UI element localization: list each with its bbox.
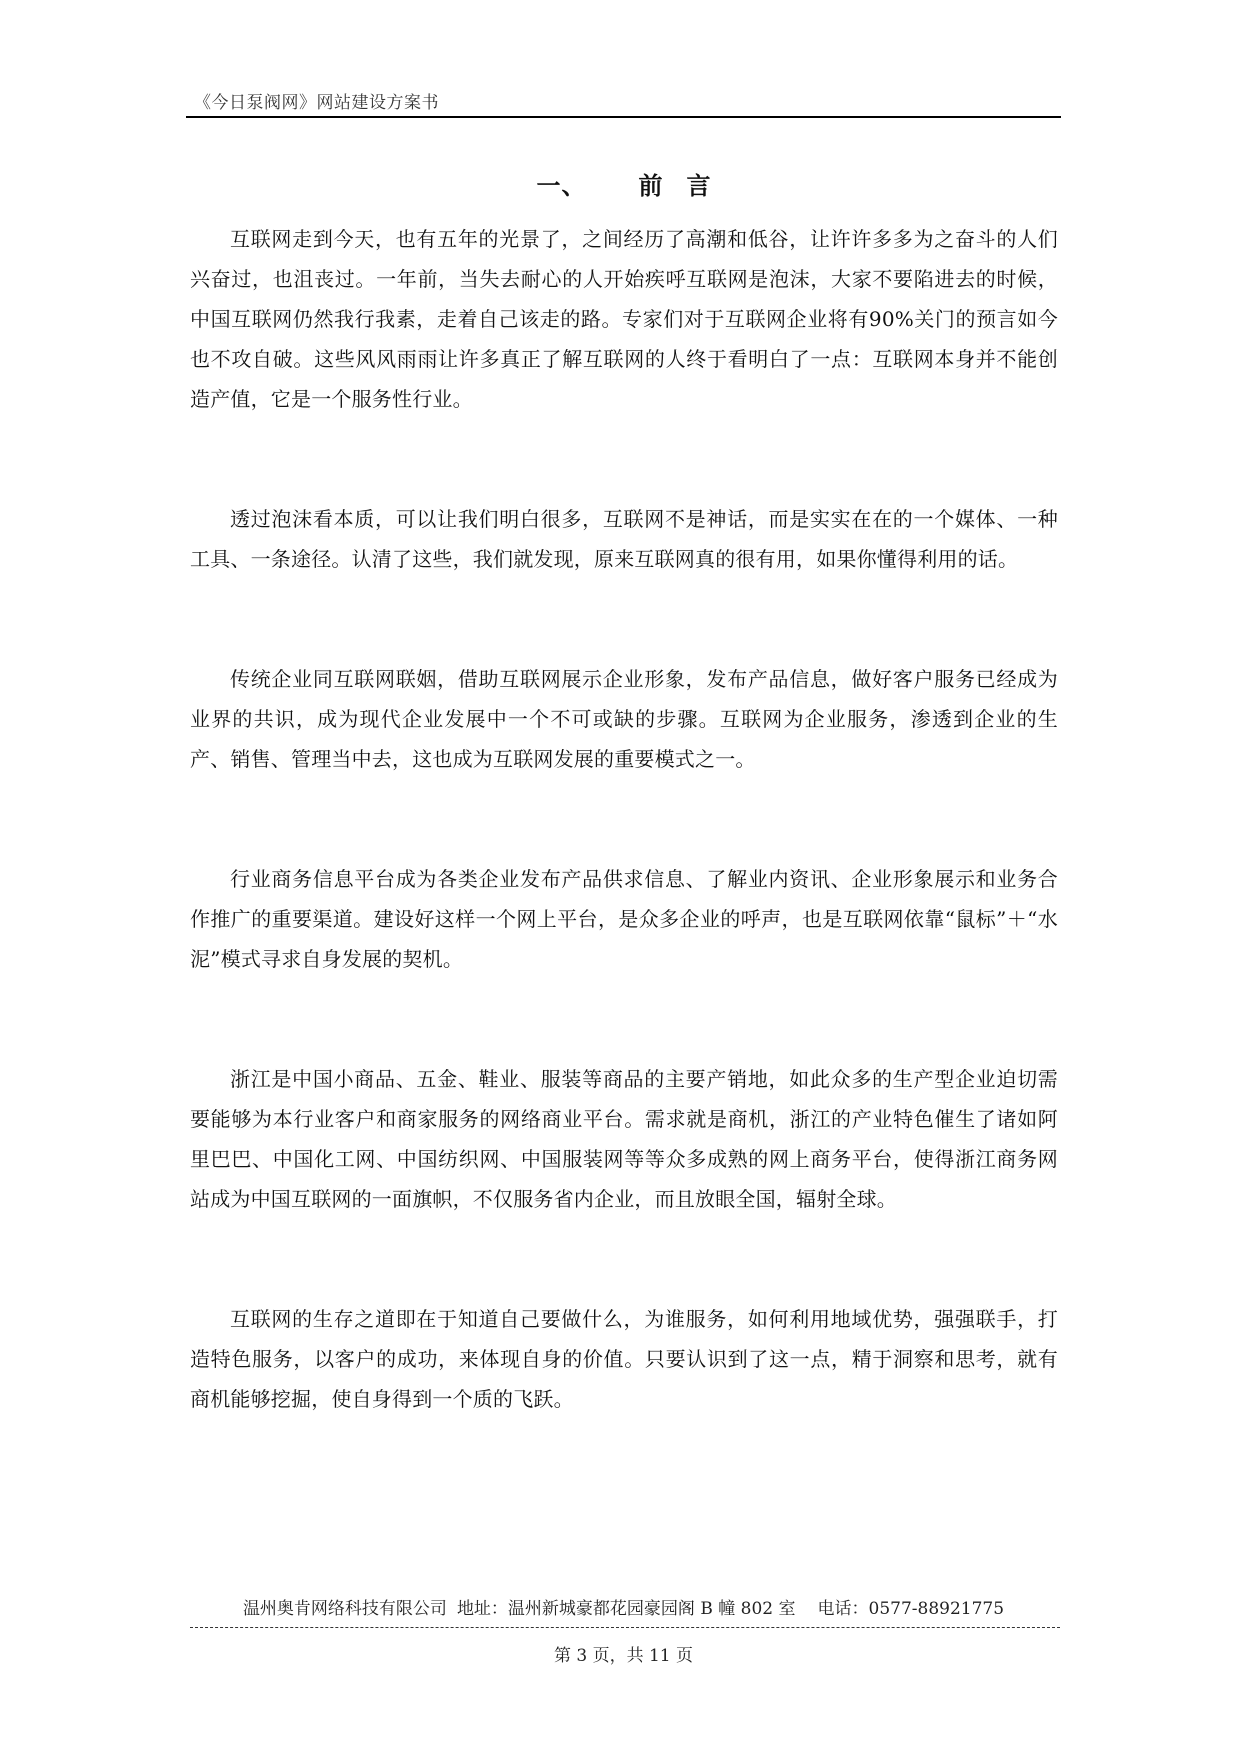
footer-divider xyxy=(190,1627,1060,1628)
paragraph-2: 透过泡沫看本质，可以让我们明白很多，互联网不是神话，而是实实在在的一个媒体、一种工具、一条途径。认清了这些，我们就发现，原来互联网真的很有用，如果你懂得利用的话。 xyxy=(190,507,1058,571)
body-text xyxy=(190,219,1058,1419)
footer-address: 地址：温州新城豪都花园豪园阁 B 幢 802 室 xyxy=(456,1599,796,1619)
document-title: 《今日泵阀网》网站建设方案书 xyxy=(194,93,439,113)
page-number: 第 3 页，共 11 页 xyxy=(553,1646,694,1666)
paragraph-1: 互联网走到今天，也有五年的光景了，之间经历了高潮和低谷，让许许多多为之奋斗的人们兴奋过，也沮丧过。一年前，当失去耐心的人开始疾呼互联网是泡沫，大家不要陷进去的时候，中国互联网仍然我行我素，走着自己该走的路。专家们对于互联网企业将有90%关门的预言如今也不攻自破。这些风风雨雨让许多真正了解互联网的人终于看明白了一点：互联网本身并不能创造产值，它是一个服务性行业。 xyxy=(190,227,1058,411)
footer-company: 温州奥肯网络科技有限公司 xyxy=(242,1599,447,1619)
section-heading xyxy=(186,166,1061,201)
section-title: 前言 xyxy=(638,171,735,200)
paragraph-4: 行业商务信息平台成为各类企业发布产品供求信息、了解业内资讯、企业形象展示和业务合作推广的重要渠道。建设好这样一个网上平台，是众多企业的呼声，也是互联网依靠“鼠标”＋“水泥”模式寻求自身发展的契机。 xyxy=(190,867,1058,971)
footer-contact xyxy=(186,1594,1061,1619)
running-header xyxy=(186,86,1061,118)
section-number: 一、 xyxy=(536,171,587,200)
paragraph-3: 传统企业同互联网联姻，借助互联网展示企业形象，发布产品信息，做好客户服务已经成为业界的共识，成为现代企业发展中一个不可或缺的步骤。互联网为企业服务，渗透到企业的生产、销售、管理当中去，这也成为互联网发展的重要模式之一。 xyxy=(190,667,1058,771)
paragraph-6: 互联网的生存之道即在于知道自己要做什么，为谁服务，如何利用地域优势，强强联手，打造特色服务，以客户的成功，来体现自身的价值。只要认识到了这一点，精于洞察和思考，就有商机能够挖掘，使自身得到一个质的飞跃。 xyxy=(190,1307,1058,1411)
footer-phone: 电话：0577-88921775 xyxy=(817,1599,1005,1619)
paragraph-5: 浙江是中国小商品、五金、鞋业、服装等商品的主要产销地，如此众多的生产型企业迫切需要能够为本行业客户和商家服务的网络商业平台。需求就是商机，浙江的产业特色催生了诸如阿里巴巴、中国化工网、中国纺织网、中国服装网等等众多成熟的网上商务平台，使得浙江商务网站成为中国互联网的一面旗帜，不仅服务省内企业，而且放眼全国，辐射全球。 xyxy=(190,1067,1058,1211)
